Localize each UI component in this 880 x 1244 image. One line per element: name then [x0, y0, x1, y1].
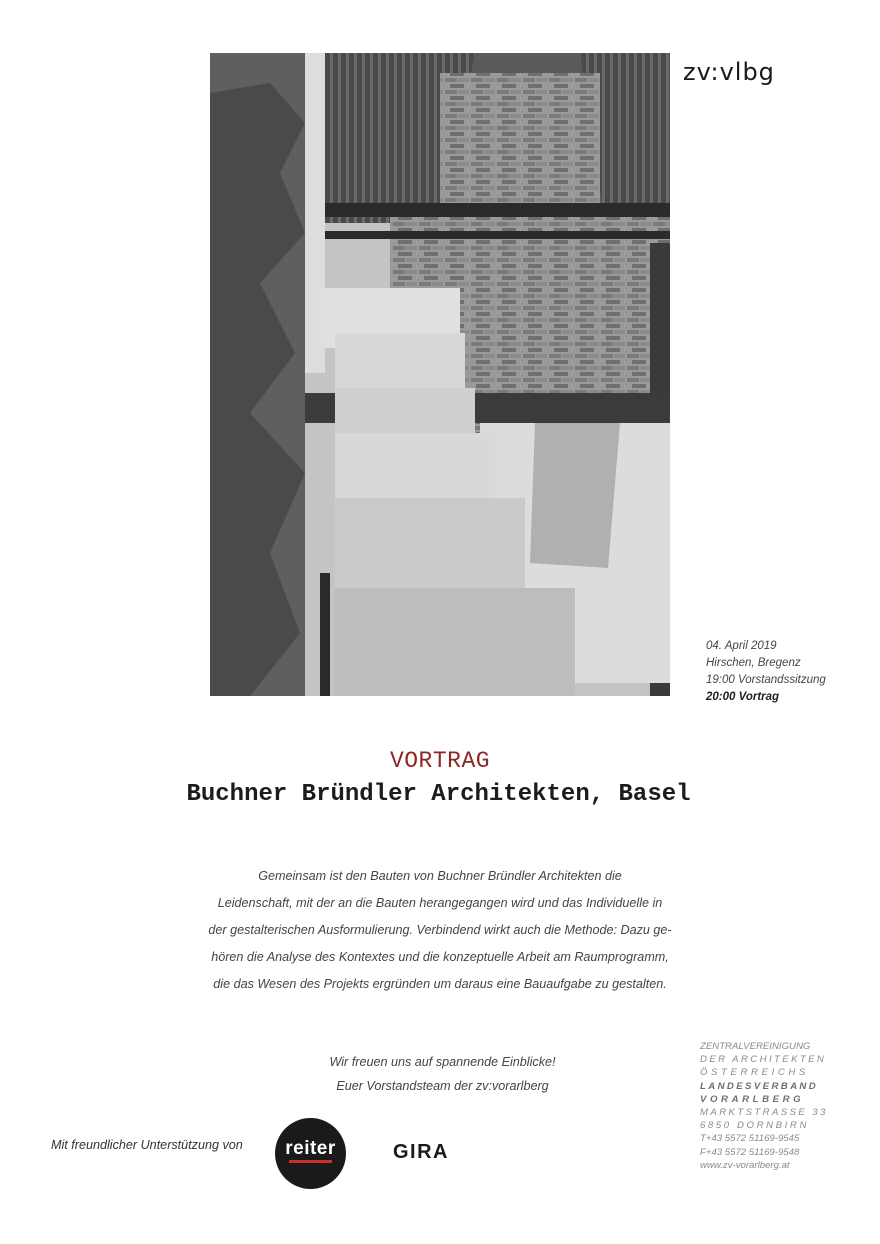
event-venue: Hirschen, Bregenz: [706, 657, 801, 669]
address-city: 6850 DORNBIRN: [700, 1120, 809, 1132]
closing-text: [180, 1050, 705, 1098]
event-info: [706, 638, 826, 706]
description-line: hören die Analyse des Kontextes und die konzeptuelle Arbeit am Raumprogramm,: [211, 950, 669, 964]
address-phone: T+43 5572 51169-9545: [700, 1133, 800, 1145]
address-association-2: VORARLBERG: [700, 1093, 805, 1105]
staircase-icon: [210, 53, 670, 696]
address-website: www.zv-vorarlberg.at: [700, 1159, 790, 1171]
closing-line-2: Euer Vorstandsteam der zv:vorarlberg: [336, 1079, 549, 1093]
zv-vlbg-logo: zv:vlbg: [683, 58, 775, 86]
address-association-1: LANDESVERBAND: [700, 1080, 819, 1092]
description: [190, 863, 690, 998]
page-title: Buchner Bründler Architekten, Basel: [186, 781, 691, 808]
event-date: 04. April 2019: [706, 640, 777, 652]
description-line: die das Wesen des Projekts ergründen um daraus eine Bauaufgabe zu gestalten.: [213, 977, 667, 991]
address-org-1: ZENTRALVEREINIGUNG: [700, 1041, 811, 1052]
description-line: Leidenschaft, mit der an die Bauten herangegangen wird und das Individuelle in: [217, 896, 663, 910]
reiter-logo-bar: [289, 1160, 332, 1163]
gira-logo: GIRA: [393, 1141, 449, 1163]
address-org-3: ÖSTERREICHS: [700, 1067, 809, 1079]
description-line: der gestalterischen Ausformulierung. Verbindend wirkt auch die Methode: Dazu ge-: [208, 923, 672, 937]
address-block: [700, 1040, 828, 1172]
closing-line-1: Wir freuen uns auf spannende Einblicke!: [329, 1055, 556, 1069]
reiter-logo: [275, 1118, 346, 1189]
staircase-photo: [210, 53, 670, 696]
sponsor-label: Mit freundlicher Unterstützung von: [51, 1138, 243, 1152]
address-org-2: DER ARCHITEKTEN: [700, 1054, 827, 1066]
event-talk-time: 20:00 Vortrag: [706, 691, 780, 703]
address-fax: F+43 5572 51169-9548: [700, 1146, 800, 1158]
kicker: VORTRAG: [389, 748, 491, 774]
description-line: Gemeinsam ist den Bauten von Buchner Bründler Architekten die: [258, 869, 622, 883]
reiter-logo-text: reiter: [285, 1138, 336, 1159]
event-meeting-time: 19:00 Vorstandssitzung: [706, 674, 826, 686]
address-street: MARKTSTRASSE 33: [700, 1107, 828, 1119]
